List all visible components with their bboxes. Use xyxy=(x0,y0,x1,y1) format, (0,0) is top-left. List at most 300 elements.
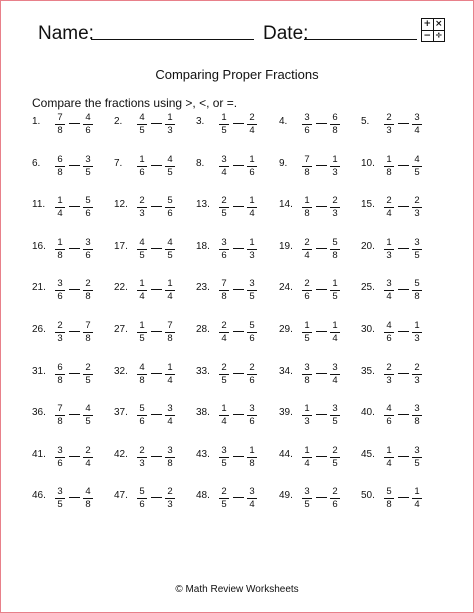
denominator: 6 xyxy=(386,333,392,344)
numerator: 2 xyxy=(249,361,255,373)
denominator: 4 xyxy=(386,457,392,469)
problem-number: 8. xyxy=(196,157,205,169)
numerator: 1 xyxy=(249,444,255,456)
left-fraction xyxy=(55,320,65,344)
answer-blank[interactable] xyxy=(233,414,244,415)
problem-number: 5. xyxy=(361,116,370,127)
numerator: 2 xyxy=(167,486,173,498)
numerator: 7 xyxy=(57,112,63,123)
left-fraction xyxy=(55,403,65,427)
answer-blank[interactable] xyxy=(316,123,327,124)
answer-blank[interactable] xyxy=(233,373,244,374)
answer-blank[interactable] xyxy=(398,331,409,332)
left-fraction xyxy=(219,486,229,510)
denominator: 8 xyxy=(85,333,91,344)
right-fraction xyxy=(330,154,340,178)
denominator: 5 xyxy=(167,249,173,261)
denominator: 8 xyxy=(386,166,392,178)
numerator: 5 xyxy=(167,195,173,207)
right-fraction xyxy=(330,403,340,427)
right-fraction xyxy=(247,362,257,386)
answer-blank[interactable] xyxy=(398,248,409,249)
numerator: 3 xyxy=(332,361,338,373)
name-field-line[interactable] xyxy=(91,39,254,40)
right-fraction xyxy=(412,112,422,136)
denominator: 6 xyxy=(85,249,91,261)
numerator: 4 xyxy=(386,320,392,331)
denominator: 6 xyxy=(304,291,310,303)
denominator: 5 xyxy=(304,333,310,344)
denominator: 5 xyxy=(85,416,91,428)
answer-blank[interactable] xyxy=(151,456,162,457)
answer-blank[interactable] xyxy=(69,165,80,166)
numerator: 2 xyxy=(386,361,392,373)
numerator: 2 xyxy=(57,320,63,331)
problem-number: 18. xyxy=(196,240,210,252)
numerator: 1 xyxy=(414,486,420,498)
right-fraction xyxy=(83,195,93,219)
numerator: 1 xyxy=(332,320,338,331)
denominator: 3 xyxy=(167,499,173,511)
answer-blank[interactable] xyxy=(69,248,80,249)
right-fraction xyxy=(83,112,93,136)
problem-item xyxy=(196,320,276,348)
divide-icon: ÷ xyxy=(434,30,443,41)
numerator: 1 xyxy=(386,444,392,456)
answer-blank[interactable] xyxy=(69,414,80,415)
problem-number: 38. xyxy=(196,407,210,419)
name-label: Name: xyxy=(38,23,94,44)
right-fraction xyxy=(83,237,93,261)
left-fraction xyxy=(137,278,147,302)
left-fraction xyxy=(137,320,147,344)
copyright-footer: © Math Review Worksheets xyxy=(175,584,299,595)
problem-number: 37. xyxy=(114,407,128,419)
denominator: 3 xyxy=(332,166,338,178)
answer-blank[interactable] xyxy=(233,206,244,207)
problem-number: 9. xyxy=(279,157,288,169)
answer-blank[interactable] xyxy=(316,414,327,415)
denominator: 8 xyxy=(414,291,420,303)
numerator: 6 xyxy=(332,112,338,123)
left-fraction xyxy=(137,112,147,136)
denominator: 3 xyxy=(139,208,145,220)
problem-item xyxy=(196,154,276,182)
problem-number: 1. xyxy=(32,116,41,127)
right-fraction xyxy=(247,445,257,469)
right-fraction xyxy=(247,486,257,510)
denominator: 6 xyxy=(249,166,255,178)
answer-blank[interactable] xyxy=(316,373,327,374)
denominator: 6 xyxy=(167,208,173,220)
problem-item xyxy=(32,237,112,265)
denominator: 8 xyxy=(304,166,310,178)
left-fraction xyxy=(384,237,394,261)
problem-item xyxy=(32,195,112,223)
numerator: 1 xyxy=(167,361,173,373)
answer-blank[interactable] xyxy=(233,456,244,457)
problem-item xyxy=(196,445,276,473)
problem-item xyxy=(196,112,276,140)
answer-blank[interactable] xyxy=(398,206,409,207)
problem-item xyxy=(279,362,359,390)
left-fraction xyxy=(137,403,147,427)
problem-item xyxy=(32,362,112,390)
date-label: Date: xyxy=(263,23,309,44)
problem-item xyxy=(114,278,194,306)
right-fraction xyxy=(165,278,175,302)
left-fraction xyxy=(384,278,394,302)
answer-blank[interactable] xyxy=(316,456,327,457)
numerator: 1 xyxy=(221,112,227,123)
denominator: 4 xyxy=(332,333,338,344)
numerator: 2 xyxy=(386,195,392,207)
right-fraction xyxy=(412,320,422,344)
problem-number: 49. xyxy=(279,490,293,502)
denominator: 3 xyxy=(332,208,338,220)
problem-number: 6. xyxy=(32,157,41,169)
answer-blank[interactable] xyxy=(316,289,327,290)
answer-blank[interactable] xyxy=(316,206,327,207)
right-fraction xyxy=(247,320,257,344)
problem-item xyxy=(196,278,276,306)
numerator: 3 xyxy=(304,112,310,123)
answer-blank[interactable] xyxy=(398,289,409,290)
problem-item xyxy=(279,403,359,431)
denominator: 8 xyxy=(167,333,173,344)
numerator: 1 xyxy=(386,236,392,248)
answer-blank[interactable] xyxy=(233,497,244,498)
numerator: 4 xyxy=(85,403,91,415)
problem-number: 21. xyxy=(32,282,46,294)
answer-blank[interactable] xyxy=(398,123,409,124)
denominator: 4 xyxy=(249,125,255,136)
problem-item xyxy=(279,112,359,140)
right-fraction xyxy=(330,112,340,136)
problem-item xyxy=(114,486,194,514)
numerator: 7 xyxy=(167,320,173,331)
denominator: 8 xyxy=(85,499,91,511)
numerator: 3 xyxy=(221,236,227,248)
times-icon: × xyxy=(434,19,443,29)
answer-blank[interactable] xyxy=(151,497,162,498)
problem-item xyxy=(196,486,276,514)
problem-item xyxy=(279,445,359,473)
answer-blank[interactable] xyxy=(398,497,409,498)
left-fraction xyxy=(384,112,394,136)
left-fraction xyxy=(137,362,147,386)
problem-number: 16. xyxy=(32,240,46,252)
numerator: 5 xyxy=(139,486,145,498)
denominator: 5 xyxy=(414,249,420,261)
answer-blank[interactable] xyxy=(316,165,327,166)
numerator: 3 xyxy=(332,403,338,415)
numerator: 1 xyxy=(332,153,338,165)
answer-blank[interactable] xyxy=(398,414,409,415)
numerator: 2 xyxy=(332,195,338,207)
denominator: 8 xyxy=(57,249,63,261)
numerator: 1 xyxy=(249,153,255,165)
answer-blank[interactable] xyxy=(69,289,80,290)
numerator: 1 xyxy=(167,278,173,290)
denominator: 4 xyxy=(332,374,338,386)
answer-blank[interactable] xyxy=(69,206,80,207)
left-fraction xyxy=(55,486,65,510)
numerator: 1 xyxy=(221,403,227,415)
problem-item xyxy=(361,445,441,473)
problem-number: 2. xyxy=(114,116,123,127)
numerator: 1 xyxy=(139,278,145,290)
left-fraction xyxy=(384,445,394,469)
numerator: 3 xyxy=(249,403,255,415)
denominator: 5 xyxy=(332,291,338,303)
problem-number: 50. xyxy=(361,490,375,502)
date-field-line[interactable] xyxy=(304,39,417,40)
denominator: 4 xyxy=(249,208,255,220)
problem-item xyxy=(32,320,112,348)
right-fraction xyxy=(83,278,93,302)
numerator: 2 xyxy=(85,444,91,456)
problem-number: 35. xyxy=(361,365,375,377)
problem-item xyxy=(114,362,194,390)
denominator: 4 xyxy=(386,208,392,220)
numerator: 5 xyxy=(386,486,392,498)
numerator: 2 xyxy=(221,195,227,207)
numerator: 7 xyxy=(57,403,63,415)
answer-blank[interactable] xyxy=(151,289,162,290)
answer-blank[interactable] xyxy=(316,248,327,249)
right-fraction xyxy=(83,320,93,344)
left-fraction xyxy=(55,237,65,261)
problem-number: 3. xyxy=(196,116,205,127)
problem-number: 29. xyxy=(279,324,293,335)
answer-blank[interactable] xyxy=(69,497,80,498)
problem-item xyxy=(196,195,276,223)
left-fraction xyxy=(384,403,394,427)
problem-number: 36. xyxy=(32,407,46,419)
denominator: 3 xyxy=(249,249,255,261)
left-fraction xyxy=(219,195,229,219)
problem-number: 7. xyxy=(114,157,123,169)
denominator: 3 xyxy=(167,125,173,136)
denominator: 5 xyxy=(332,457,338,469)
numerator: 4 xyxy=(85,486,91,498)
denominator: 6 xyxy=(85,208,91,220)
answer-blank[interactable] xyxy=(398,456,409,457)
numerator: 2 xyxy=(85,278,91,290)
numerator: 2 xyxy=(221,486,227,498)
denominator: 3 xyxy=(57,333,63,344)
problem-number: 27. xyxy=(114,324,128,335)
answer-blank[interactable] xyxy=(151,123,162,124)
answer-blank[interactable] xyxy=(233,123,244,124)
left-fraction xyxy=(137,154,147,178)
problem-number: 46. xyxy=(32,490,46,502)
problem-number: 23. xyxy=(196,282,210,294)
denominator: 5 xyxy=(414,457,420,469)
answer-blank[interactable] xyxy=(151,165,162,166)
numerator: 2 xyxy=(414,361,420,373)
left-fraction xyxy=(55,154,65,178)
problem-number: 17. xyxy=(114,240,128,252)
numerator: 1 xyxy=(139,153,145,165)
answer-blank[interactable] xyxy=(398,373,409,374)
denominator: 5 xyxy=(414,166,420,178)
denominator: 8 xyxy=(332,249,338,261)
right-fraction xyxy=(165,195,175,219)
answer-blank[interactable] xyxy=(151,414,162,415)
answer-blank[interactable] xyxy=(69,373,80,374)
denominator: 8 xyxy=(249,457,255,469)
left-fraction xyxy=(302,154,312,178)
answer-blank[interactable] xyxy=(316,497,327,498)
numerator: 1 xyxy=(249,195,255,207)
left-fraction xyxy=(137,486,147,510)
numerator: 2 xyxy=(332,486,338,498)
answer-blank[interactable] xyxy=(233,331,244,332)
right-fraction xyxy=(165,154,175,178)
left-fraction xyxy=(55,445,65,469)
answer-blank[interactable] xyxy=(151,206,162,207)
problem-number: 12. xyxy=(114,199,128,211)
left-fraction xyxy=(384,320,394,344)
problem-item xyxy=(32,486,112,514)
right-fraction xyxy=(330,320,340,344)
problem-number: 41. xyxy=(32,448,46,460)
numerator: 3 xyxy=(414,444,420,456)
denominator: 4 xyxy=(57,208,63,220)
right-fraction xyxy=(412,278,422,302)
left-fraction xyxy=(137,445,147,469)
problem-item xyxy=(361,237,441,265)
problem-number: 40. xyxy=(361,407,375,419)
right-fraction xyxy=(412,237,422,261)
denominator: 4 xyxy=(167,291,173,303)
problem-item xyxy=(32,278,112,306)
right-fraction xyxy=(330,237,340,261)
problem-item xyxy=(114,445,194,473)
answer-blank[interactable] xyxy=(69,123,80,124)
numerator: 1 xyxy=(57,195,63,207)
right-fraction xyxy=(412,362,422,386)
left-fraction xyxy=(384,154,394,178)
numerator: 2 xyxy=(139,444,145,456)
answer-blank[interactable] xyxy=(151,331,162,332)
numerator: 4 xyxy=(85,112,91,123)
problem-number: 44. xyxy=(279,448,293,460)
denominator: 8 xyxy=(85,291,91,303)
problem-item xyxy=(279,237,359,265)
right-fraction xyxy=(165,112,175,136)
right-fraction xyxy=(83,486,93,510)
denominator: 4 xyxy=(221,166,227,178)
numerator: 1 xyxy=(57,236,63,248)
denominator: 6 xyxy=(139,166,145,178)
left-fraction xyxy=(302,486,312,510)
numerator: 3 xyxy=(57,444,63,456)
left-fraction xyxy=(302,403,312,427)
problem-item xyxy=(361,154,441,182)
right-fraction xyxy=(412,445,422,469)
right-fraction xyxy=(412,154,422,178)
numerator: 3 xyxy=(85,153,91,165)
denominator: 4 xyxy=(304,249,310,261)
numerator: 4 xyxy=(386,403,392,415)
answer-blank[interactable] xyxy=(398,165,409,166)
math-operators-logo xyxy=(421,18,445,42)
problem-item xyxy=(279,154,359,182)
denominator: 5 xyxy=(139,125,145,136)
problem-number: 14. xyxy=(279,199,293,211)
numerator: 4 xyxy=(167,236,173,248)
problem-number: 42. xyxy=(114,448,128,460)
left-fraction xyxy=(219,445,229,469)
numerator: 1 xyxy=(139,320,145,331)
problem-item xyxy=(114,112,194,140)
answer-blank[interactable] xyxy=(316,331,327,332)
problem-item xyxy=(32,112,112,140)
problem-number: 31. xyxy=(32,365,46,377)
denominator: 6 xyxy=(85,125,91,136)
denominator: 8 xyxy=(304,208,310,220)
problem-item xyxy=(361,486,441,514)
problem-item xyxy=(279,278,359,306)
denominator: 4 xyxy=(167,374,173,386)
problem-number: 33. xyxy=(196,365,210,377)
denominator: 8 xyxy=(386,499,392,511)
numerator: 4 xyxy=(167,153,173,165)
answer-blank[interactable] xyxy=(233,248,244,249)
right-fraction xyxy=(165,403,175,427)
left-fraction xyxy=(219,362,229,386)
denominator: 8 xyxy=(414,416,420,428)
right-fraction xyxy=(165,320,175,344)
answer-blank[interactable] xyxy=(151,373,162,374)
left-fraction xyxy=(302,362,312,386)
answer-blank[interactable] xyxy=(151,248,162,249)
numerator: 4 xyxy=(414,153,420,165)
plus-icon: + xyxy=(423,19,432,29)
right-fraction xyxy=(247,112,257,136)
denominator: 6 xyxy=(221,249,227,261)
denominator: 6 xyxy=(139,499,145,511)
left-fraction xyxy=(55,278,65,302)
answer-blank[interactable] xyxy=(233,165,244,166)
right-fraction xyxy=(247,154,257,178)
problem-item xyxy=(114,154,194,182)
numerator: 3 xyxy=(167,403,173,415)
numerator: 7 xyxy=(304,153,310,165)
problem-number: 45. xyxy=(361,448,375,460)
numerator: 5 xyxy=(139,403,145,415)
problem-item xyxy=(114,195,194,223)
problem-number: 43. xyxy=(196,448,210,460)
answer-blank[interactable] xyxy=(69,456,80,457)
numerator: 4 xyxy=(139,361,145,373)
denominator: 4 xyxy=(249,499,255,511)
numerator: 3 xyxy=(57,486,63,498)
numerator: 2 xyxy=(332,444,338,456)
numerator: 3 xyxy=(85,236,91,248)
left-fraction xyxy=(302,445,312,469)
denominator: 6 xyxy=(57,291,63,303)
answer-blank[interactable] xyxy=(69,331,80,332)
right-fraction xyxy=(247,237,257,261)
right-fraction xyxy=(165,362,175,386)
right-fraction xyxy=(165,486,175,510)
answer-blank[interactable] xyxy=(233,289,244,290)
right-fraction xyxy=(247,403,257,427)
